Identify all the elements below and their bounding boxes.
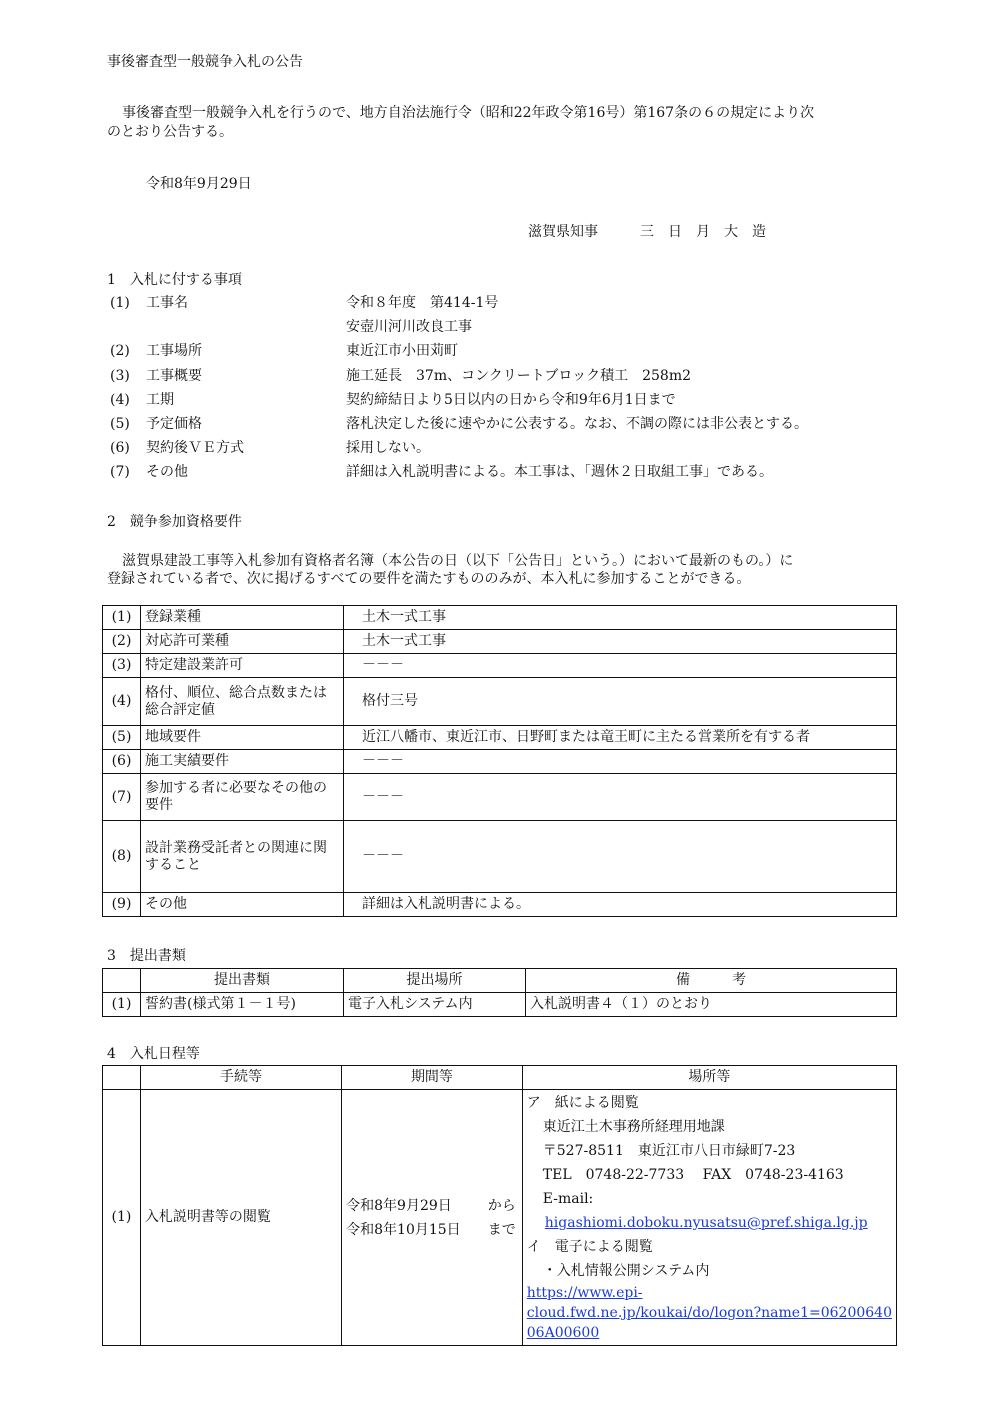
table-row: [103, 774, 897, 821]
table-row: [103, 750, 897, 774]
row-num: (9): [103, 893, 141, 917]
issuer-name: 三 日 月 大 造: [640, 224, 766, 240]
row-value: －－－: [344, 654, 897, 678]
table-header-row: [103, 969, 897, 993]
row-num: (3): [103, 654, 141, 678]
row-label: 格付、順位、総合点数または総合評定値: [141, 678, 344, 726]
row-note: 入札説明書４（１）のとおり: [526, 993, 897, 1017]
email-link[interactable]: higashiomi.doboku.nyusatsu@pref.shiga.lg.jp: [544, 1215, 868, 1231]
table-row: [103, 678, 897, 726]
row-num: (8): [103, 821, 141, 893]
row-value: 土木一式工事: [344, 606, 897, 630]
item-6-label: 契約後ＶＥ方式: [146, 440, 244, 456]
header-note: 備 考: [526, 969, 897, 993]
period-end: 令和8年10月15日: [346, 1221, 461, 1238]
item-5-value: 落札決定した後に速やかに公表する。なお、不調の際には非公表とする。: [346, 416, 808, 432]
table-row: [103, 630, 897, 654]
item-3-num: (3): [110, 368, 130, 384]
issuer-title: 滋賀県知事: [528, 224, 598, 240]
row-num: (1): [103, 993, 141, 1017]
period-start: 令和8年9月29日: [346, 1197, 452, 1214]
item-6-num: (6): [110, 440, 130, 456]
item-3-value: 施工延長 37m、コンクリートブロック積工 258m2: [346, 368, 692, 384]
office-address: 〒527-8511 東近江市八日市緑町7-23: [542, 1143, 796, 1159]
item-2-num: (2): [110, 343, 130, 359]
item-5-label: 予定価格: [146, 416, 202, 432]
item-3-label: 工事概要: [146, 368, 202, 384]
header-proc: 手続等: [140, 1066, 341, 1090]
notice-date: 令和8年9月29日: [146, 176, 252, 192]
item-7-label: その他: [146, 464, 188, 480]
item-1-value-line2: 安壺川河川改良工事: [346, 319, 472, 335]
row-num: (5): [103, 726, 141, 750]
row-value: －－－: [344, 821, 897, 893]
item-6-value: 採用しない。: [346, 440, 430, 456]
qualification-table: [102, 605, 897, 917]
office-name: 東近江土木事務所経理用地課: [542, 1119, 725, 1135]
schedule-table: [102, 1065, 897, 1346]
row-value: 近江八幡市、東近江市、日野町または竜王町に主たる営業所を有する者: [344, 726, 897, 750]
row-label: 施工実績要件: [141, 750, 344, 774]
url-link-line2[interactable]: cloud.fwd.ne.jp/koukai/do/logon?name1=06200640: [526, 1305, 892, 1321]
email-label: E-mail:: [542, 1191, 594, 1207]
row-value: －－－: [344, 774, 897, 821]
section-4-heading: 4 入札日程等: [107, 1046, 200, 1062]
header-blank: [103, 1066, 141, 1090]
table-row: [103, 726, 897, 750]
item-7-value: 詳細は入札説明書による。本工事は、「週休２日取組工事」である。: [346, 464, 773, 480]
place-b-label: イ 電子による閲覧: [526, 1239, 653, 1255]
table-row: [103, 821, 897, 893]
url-link-line3[interactable]: 06A00600: [526, 1325, 600, 1341]
documents-table: [102, 968, 897, 1017]
section-1-heading: 1 入札に付する事項: [107, 272, 242, 288]
item-5-num: (5): [110, 416, 130, 432]
row-value: 格付三号: [344, 678, 897, 726]
row-label: 特定建設業許可: [141, 654, 344, 678]
table-header-row: [103, 1066, 897, 1090]
row-num: (1): [103, 606, 141, 630]
row-num: (7): [103, 774, 141, 821]
place-a-label: ア 紙による閲覧: [526, 1095, 639, 1111]
section-3-heading: 3 提出書類: [107, 948, 186, 964]
item-4-value: 契約締結日より5日以内の日から令和9年6月1日まで: [346, 392, 676, 408]
row-label: 設計業務受託者との関連に関すること: [141, 821, 344, 893]
table-row: [103, 606, 897, 630]
item-2-value: 東近江市小田苅町: [346, 343, 458, 359]
tel-fax: TEL 0748-22-7733 FAX 0748-23-4163: [542, 1167, 844, 1183]
row-num: (1): [103, 1090, 141, 1346]
section-2-para-line1: 滋賀県建設工事等入札参加有資格者名簿（本公告の日（以下「公告日」という。）において最新のもの。）に: [122, 553, 794, 569]
row-location: [522, 1090, 896, 1346]
row-value: －－－: [344, 750, 897, 774]
intro-text-line2: のとおり公告する。: [107, 124, 233, 140]
row-label: 対応許可業種: [141, 630, 344, 654]
row-label: 地域要件: [141, 726, 344, 750]
row-label: その他: [141, 893, 344, 917]
system-label: ・入札情報公開システム内: [542, 1263, 710, 1279]
header-place: 提出場所: [344, 969, 526, 993]
header-location: 場所等: [522, 1066, 896, 1090]
table-row: [103, 993, 897, 1017]
url-link-line1[interactable]: https://www.epi-: [526, 1285, 643, 1301]
item-1-label: 工事名: [146, 295, 188, 311]
row-value: 詳細は入札説明書による。: [344, 893, 897, 917]
row-label: 参加する者に必要なその他の要件: [141, 774, 344, 821]
section-2-heading: 2 競争参加資格要件: [107, 514, 242, 530]
item-7-num: (7): [110, 464, 130, 480]
header-doc: 提出書類: [141, 969, 344, 993]
row-num: (4): [103, 678, 141, 726]
notice-title: 事後審査型一般競争入札の公告: [107, 54, 303, 70]
row-period: [342, 1090, 523, 1346]
header-period: 期間等: [342, 1066, 523, 1090]
table-row: [103, 893, 897, 917]
intro-text-line1: 事後審査型一般競争入札を行うので、地方自治法施行令（昭和22年政令第16号）第167条の６の規定により次: [122, 105, 815, 121]
header-blank: [103, 969, 141, 993]
row-doc: 誓約書(様式第１－１号): [141, 993, 344, 1017]
item-4-label: 工期: [146, 392, 174, 408]
period-from: から: [487, 1197, 516, 1214]
table-row: [103, 1090, 897, 1346]
item-1-value: 令和８年度 第414-1号: [346, 295, 499, 311]
row-label: 登録業種: [141, 606, 344, 630]
row-num: (2): [103, 630, 141, 654]
item-2-label: 工事場所: [146, 343, 202, 359]
row-proc: 入札説明書等の閲覧: [140, 1090, 341, 1346]
item-4-num: (4): [110, 392, 130, 408]
item-1-num: (1): [110, 295, 130, 311]
row-place: 電子入札システム内: [344, 993, 526, 1017]
section-2-para-line2: 登録されている者で、次に掲げるすべての要件を満たすもののみが、本入札に参加することができる。: [107, 571, 751, 587]
row-value: 土木一式工事: [344, 630, 897, 654]
period-to: まで: [487, 1221, 516, 1238]
table-row: [103, 654, 897, 678]
row-num: (6): [103, 750, 141, 774]
